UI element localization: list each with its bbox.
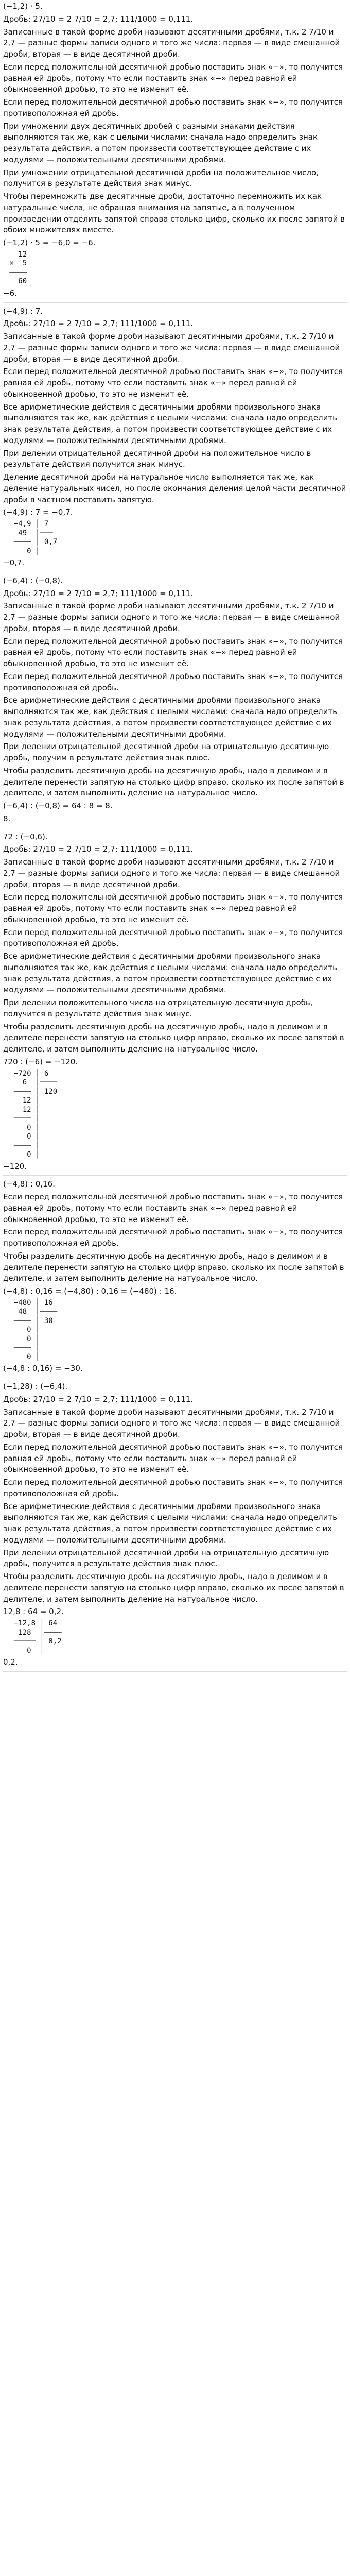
- theory-paragraph: Если перед положительной десятичной дробью поставить знак «−», то получится противоположная ей дробь.: [3, 671, 343, 692]
- theory-paragraph: При умножении отрицательной десятичной дроби на положительное число, получится в результате действия знак минус.: [3, 167, 319, 189]
- answer: −6.: [3, 288, 17, 298]
- theory-paragraph: Все арифметические действия с десятичными дробями произвольного знака выполняются так же, как действия с целыми числами: сначала надо определить знак результата действия, а потом произвести соответствующее действие с их модулями — положительными десятичными дробями.: [3, 952, 337, 995]
- section: [3, 1179, 347, 1378]
- theory-paragraph: Чтобы разделить десятичную дробь на десятичную дробь, надо в делимом и в делителе перенести запятую на столько цифр вправо, сколько их после запятой в делителе, и затем выполнить деление на натуральное число.: [3, 1022, 344, 1054]
- solution-expression: (−1,2) · 5 = −6,0 = −6.: [3, 238, 96, 247]
- theory-paragraph: Дробь: 27/10 = 2 7/10 = 2,7; 111/1000 = 0,111.: [3, 14, 194, 24]
- task-expression: (−1,2) · 5.: [3, 2, 43, 11]
- column-calculation: −720 │ 6 6 │──── ──── │ 120 12 │ 12 │ ──── │ 0 │ 0 │ ──── │ 0 │: [13, 1069, 58, 1159]
- solution-expression: (−4,8) : 0,16 = (−4,80) : 0,16 = (−480) : 16.: [3, 1286, 177, 1296]
- theory-paragraph: Если перед положительной десятичной дробью поставить знак «−», то получится равная ей дробь, потому что если поставить знак «−» перед равной ей обыкновенной дробью, то это не изменит её.: [3, 62, 343, 94]
- theory-paragraph: Чтобы разделить десятичную дробь на десятичную дробь, надо в делимом и в делителе перенести запятую на столько цифр вправо, сколько их после запятой в делителе, и затем выполнить деление на натуральное число.: [3, 1572, 344, 1604]
- column-calculation: −12,8 │ 64 128 │──── ───── │ 0,2 0 │: [13, 1619, 62, 1655]
- theory-paragraph: Все арифметические действия с десятичными дробями произвольного знака выполняются так же, как действия с целыми числами: сначала надо определить знак результата действия, а потом произвести соответствующее действие с их модулями — положительными десятичными дробями.: [3, 402, 337, 445]
- divider: [3, 302, 347, 303]
- theory-paragraph: Если перед положительной десятичной дробью поставить знак «−», то получится противоположная ей дробь.: [3, 1478, 343, 1498]
- theory-paragraph: При умножении двух десятичных дробей с разными знаками действия выполняются так же, как с целыми числами: сначала надо определить знак результата действия, а потом произвести соответствующее действие с их модулями — положительными десятичными дробями.: [3, 121, 318, 164]
- theory-paragraph: Если перед положительной десятичной дробью поставить знак «−», то получится равная ей дробь, потому что если поставить знак «−» перед равной ей обыкновенной дробью, то это не изменит её.: [3, 1192, 343, 1224]
- task-expression: (−4,9) : 7.: [3, 306, 43, 316]
- divider: [3, 1175, 347, 1176]
- theory-paragraph: Записанные в такой форме дроби называют десятичными дробями, т.к. 2 7/10 и 2,7 — разные формы записи одного и того же числа: первая — в виде смешанной дроби, вторая — в виде десятичной дроби.: [3, 601, 340, 633]
- theory-paragraph: При делении положительного числа на отрицательную десятичную дробь, получится в результате действия знак минус.: [3, 998, 313, 1019]
- theory-paragraph: При делении отрицательной десятичной дроби на положительное число в результате действия получится знак минус.: [3, 448, 311, 469]
- theory-paragraph: Дробь: 27/10 = 2 7/10 = 2,7; 111/1000 = 0,111.: [3, 588, 194, 598]
- task-expression: 72 : (−0,6).: [3, 832, 48, 841]
- answer: 8.: [3, 814, 11, 823]
- theory-paragraph: Все арифметические действия с десятичными дробями произвольного знака выполняются так же, как действия с целыми числами: сначала надо определить знак результата действия, а потом произвести соответствующее действие с их модулями — положительными десятичными дробями.: [3, 696, 337, 739]
- task-expression: (−1,28) : (−6,4).: [3, 1382, 68, 1391]
- theory-paragraph: Записанные в такой форме дроби называют десятичными дробями, т.к. 2 7/10 и 2,7 — разные формы записи одного и того же числа: первая — в виде смешанной дроби, вторая — в виде десятичной дроби.: [3, 857, 340, 889]
- answer: (−4,8 : 0,16) = −30.: [3, 1364, 83, 1374]
- column-calculation: −480 │ 16 48 │──── ──── │ 30 0 │ 0 │ ──── │ 0 │: [13, 1298, 58, 1361]
- section: [3, 575, 347, 828]
- section: [3, 1381, 347, 1672]
- theory-paragraph: Записанные в такой форме дроби называют десятичными дробями, т.к. 2 7/10 и 2,7 — разные формы записи одного и того же числа: первая — в виде смешанной дроби, вторая — в виде десятичной дроби.: [3, 1407, 340, 1439]
- theory-paragraph: Если перед положительной десятичной дробью поставить знак «−», то получится противоположная ей дробь.: [3, 97, 343, 118]
- section: [3, 306, 347, 572]
- theory-paragraph: Записанные в такой форме дроби называют десятичными дробями, т.к. 2 7/10 и 2,7 — разные формы записи одного и того же числа: первая — в виде смешанной дроби, вторая — в виде десятичной дроби.: [3, 332, 340, 364]
- theory-paragraph: Если перед положительной десятичной дробью поставить знак «−», то получится равная ей дробь, потому что если поставить знак «−» перед равной ей обыкновенной дробью, то это не изменит её.: [3, 1442, 343, 1475]
- solution-expression: 720 : (−6) = −120.: [3, 1057, 78, 1066]
- theory-paragraph: Дробь: 27/10 = 2 7/10 = 2,7; 111/1000 = 0,111.: [3, 844, 194, 854]
- theory-paragraph: Дробь: 27/10 = 2 7/10 = 2,7; 111/1000 = 0,111.: [3, 319, 194, 329]
- answer: 0,2.: [3, 1657, 18, 1667]
- theory-paragraph: Если перед положительной десятичной дробью поставить знак «−», то получится равная ей дробь, потому что если поставить знак «−» перед равной ей обыкновенной дробью, то это не изменит её.: [3, 892, 343, 924]
- theory-paragraph: Чтобы разделить десятичную дробь на десятичную дробь, надо в делимом и в делителе перенести запятую на столько цифр вправо, сколько их после запятой в делителе, и затем выполнить деление на натуральное число.: [3, 766, 344, 798]
- theory-paragraph: Чтобы разделить десятичную дробь на десятичную дробь, надо в делимом и в делителе перенести запятую на столько цифр вправо, сколько их после запятой в делителе, и затем выполнить деление на натуральное число.: [3, 1251, 344, 1283]
- solution-expression: (−4,9) : 7 = −0,7.: [3, 507, 73, 517]
- column-calculation: −4,9 │ 7 49 │─── ──── │ 0,7 0 │: [13, 520, 58, 555]
- solution-expression: (−6,4) : (−0,8) = 64 : 8 = 8.: [3, 801, 113, 810]
- answer: −120.: [3, 1161, 27, 1171]
- task-expression: (−4,8) : 0,16.: [3, 1179, 55, 1189]
- answer: −0,7.: [3, 558, 25, 567]
- theory-paragraph: Все арифметические действия с десятичными дробями произвольного знака выполняются так же, как действия с целыми числами: сначала надо определить знак результата действия, а потом произвести соответствующее действие с их модулями — положительными десятичными дробями.: [3, 1501, 337, 1545]
- theory-paragraph: Дробь: 27/10 = 2 7/10 = 2,7; 111/1000 = 0,111.: [3, 1394, 194, 1404]
- theory-paragraph: Если перед положительной десятичной дробью поставить знак «−», то получится противоположная ей дробь.: [3, 927, 343, 948]
- theory-paragraph: Записанные в такой форме дроби называют десятичными дробями, т.к. 2 7/10 и 2,7 — разные формы записи одного и того же числа: первая — в виде смешанной дроби, вторая — в виде десятичной дроби.: [3, 27, 340, 59]
- theory-paragraph: Если перед положительной десятичной дробью поставить знак «−», то получится равная ей дробь, потому что если поставить знак «−» перед равной ей обыкновенной дробью, то это не изменит её.: [3, 367, 343, 399]
- theory-paragraph: При делении отрицательной десятичной дроби на отрицательную десятичную дробь, получится в результате действия знак плюс.: [3, 1548, 329, 1569]
- theory-paragraph: При делении отрицательной десятичной дроби на отрицательную десятичную дробь, получим в результате действия знак плюс.: [3, 742, 329, 762]
- theory-paragraph: Если перед положительной десятичной дробью поставить знак «−», то получится равная ей дробь, потому что если поставить знак «−» перед равной ей обыкновенной дробью, то это не изменит её.: [3, 636, 343, 668]
- column-calculation: 12 × 5 ──── 60: [9, 250, 27, 286]
- section: [3, 832, 347, 1176]
- task-expression: (−6,4) : (−0,8).: [3, 575, 63, 585]
- theory-paragraph: Если перед положительной десятичной дробью поставить знак «−», то получится противоположная ей дробь.: [3, 1227, 343, 1248]
- divider: [3, 1671, 347, 1672]
- theory-paragraph: Деление десятичной дроби на натуральное число выполняется так же, как деление натуральных чисел, но после окончания деления целой части десятичной дроби в частном поставить запятую.: [3, 472, 346, 504]
- solution-expression: 12,8 : 64 = 0,2.: [3, 1607, 64, 1617]
- section: [3, 1, 347, 303]
- theory-paragraph: Чтобы перемножить две десятичные дроби, достаточно перемножить их как натуральные числа, не обращая внимания на запятые, а в полученном произведении отделить запятой справа столько цифр, сколько их после запятой в обоих множителях вместе.: [3, 192, 345, 235]
